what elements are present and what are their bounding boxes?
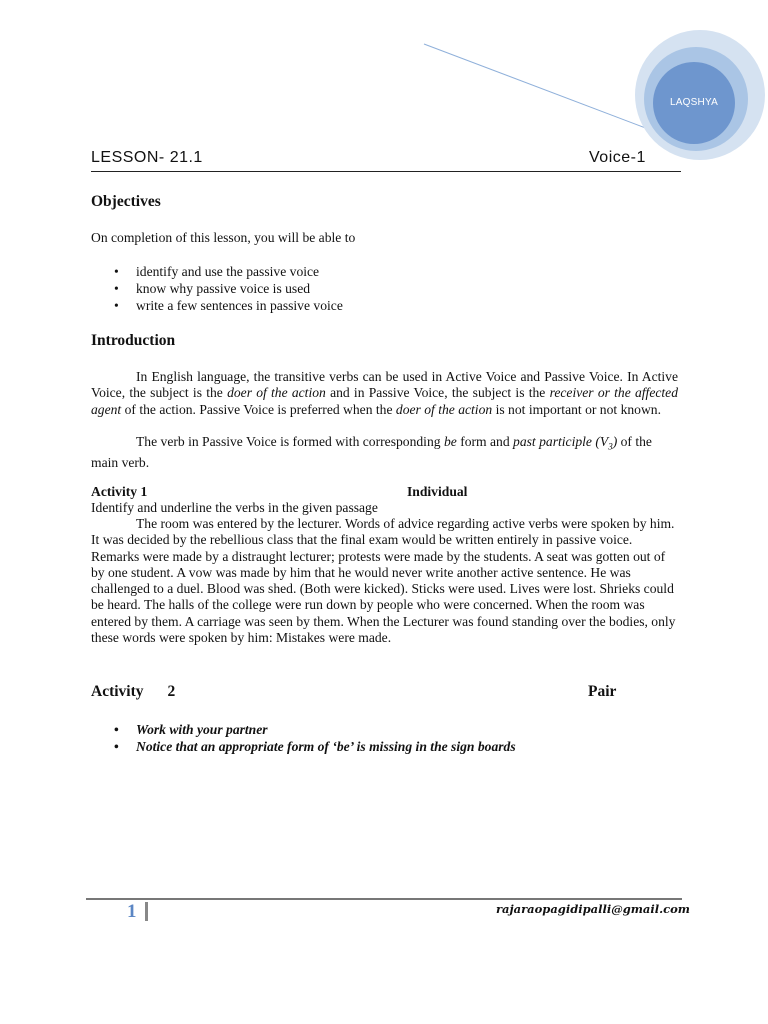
- list-item: • identify and use the passive voice: [114, 264, 320, 279]
- activity-2-list: [91, 721, 681, 755]
- activity-2-mode: Pair: [588, 683, 617, 700]
- list-item: • write a few sentences in passive voice: [114, 298, 343, 313]
- list-item: • know why passive voice is used: [114, 281, 311, 296]
- objectives-list: [91, 263, 651, 314]
- footer-divider: [86, 898, 682, 900]
- activity-1-instruction: Identify and underline the verbs in the given passage: [91, 500, 378, 515]
- introduction-paragraph-2: The verb in Passive Voice is formed with corresponding be form and past participle $(V_3)$ of the main verb.: [91, 434, 652, 471]
- objectives-intro: On completion of this lesson, you will be able to: [91, 230, 356, 245]
- activity-1-mode: Individual: [407, 484, 468, 499]
- introduction-paragraph-1: In English language, the transitive verbs can be used in Active Voice and Passive Voice. In Active Voice, the subject is the doer of the action and in Passive Voice, the subject is the receiver or the affected agent of the action. Passive Voice is preferred when the doer of the action is not important or not known.: [91, 369, 678, 417]
- activity-1-passage: The room was entered by the lecturer. Words of advice regarding active verbs were spoken by him. It was decided by the rebellious class that the final exam would be written entirely in passive voice. Remarks were made by a distraught lecturer; protests were made by the students. A seat was gotten out of by one student. A vow was made by him that he would never write another active sentence. He was challenged to a duel. Blood was shed. (Both were kicked). Sticks were used. Lives were lost. Shrieks could be heard. The halls of the college were run down by people who were concerned. When the room was entered by them. A carriage was seen by them. When the Lecturer was found standing over the bodies, only these words were spoken by him: Mistakes were made.: [91, 516, 676, 646]
- objectives-heading: Objectives: [91, 193, 161, 210]
- lesson-number: LESSON- 21.1: [91, 149, 203, 166]
- activity-2-title: Activity 2: [91, 683, 176, 700]
- logo-diagonal-line: [424, 44, 672, 138]
- lesson-topic: Voice-1: [589, 149, 646, 166]
- activity-1-title: Activity 1: [91, 484, 148, 499]
- logo-text: LAQSHYA: [670, 97, 718, 108]
- introduction-heading: Introduction: [91, 332, 176, 349]
- footer-email[interactable]: rajaraopagidipalli@gmail.com: [496, 902, 690, 916]
- list-item: • Notice that an appropriate form of ‘be’ is missing in the sign boards: [114, 739, 516, 754]
- page-number-bar: [145, 902, 148, 921]
- list-item: • Work with your partner: [114, 722, 268, 737]
- lesson-header: [91, 149, 681, 172]
- page-number: 1: [127, 901, 137, 922]
